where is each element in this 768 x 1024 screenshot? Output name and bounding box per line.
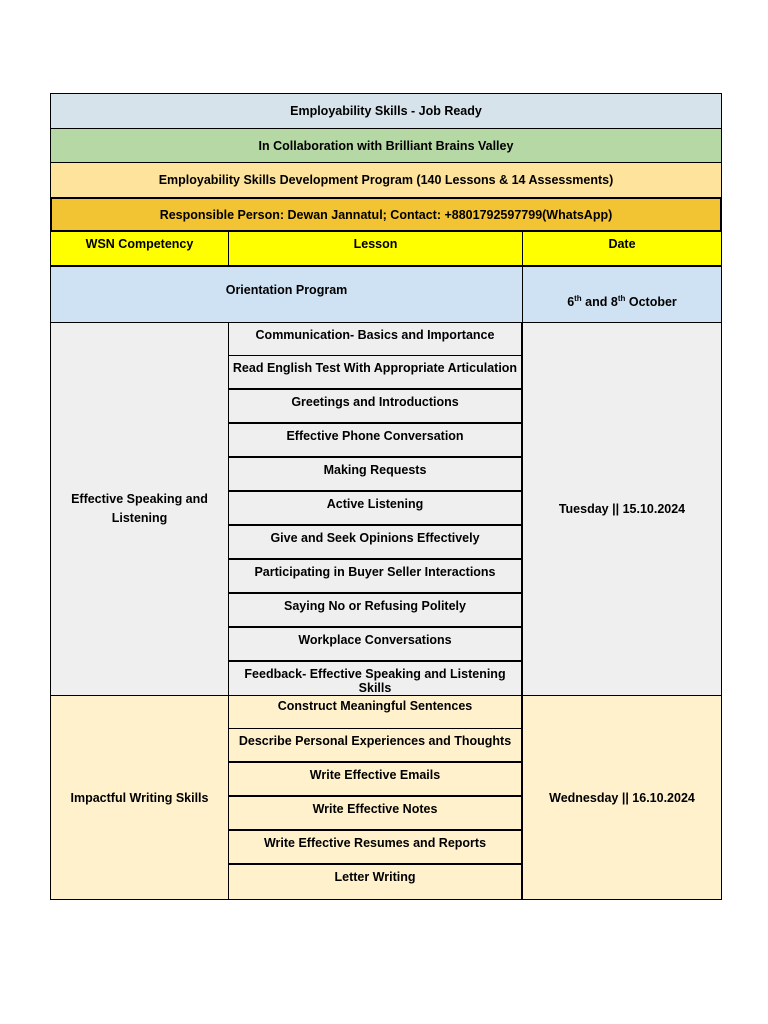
collaboration-row: In Collaboration with Brilliant Brains Valley <box>50 128 722 163</box>
lesson-item: Describe Personal Experiences and Thoughts <box>228 728 522 762</box>
lesson-item: Greetings and Introductions <box>228 389 522 423</box>
lesson-item: Communication- Basics and Importance <box>228 322 522 356</box>
column-header-date: Date <box>522 231 722 266</box>
lesson-item: Saying No or Refusing Politely <box>228 593 522 627</box>
table-title: Employability Skills - Job Ready <box>50 93 722 129</box>
lesson-item: Give and Seek Opinions Effectively <box>228 525 522 559</box>
date-writing: Wednesday || 16.10.2024 <box>522 695 722 900</box>
lesson-item: Workplace Conversations <box>228 627 522 661</box>
lesson-item: Feedback- Effective Speaking and Listening Skills <box>228 661 522 696</box>
lesson-item: Letter Writing <box>228 864 522 900</box>
column-header-lesson: Lesson <box>228 231 523 266</box>
lesson-item: Effective Phone Conversation <box>228 423 522 457</box>
orientation-label: Orientation Program <box>225 283 348 297</box>
lesson-item: Participating in Buyer Seller Interactions <box>228 559 522 593</box>
column-header-competency: WSN Competency <box>50 231 229 266</box>
responsible-row: Responsible Person: Dewan Jannatul; Contact: +8801792597799(WhatsApp) <box>50 197 722 232</box>
lesson-item: Construct Meaningful Sentences <box>228 695 522 729</box>
orientation-program-cell <box>50 266 523 323</box>
competency-writing: Impactful Writing Skills <box>50 695 229 900</box>
lesson-item: Write Effective Emails <box>228 762 522 796</box>
lesson-item: Making Requests <box>228 457 522 491</box>
lesson-item: Write Effective Notes <box>228 796 522 830</box>
lesson-item: Active Listening <box>228 491 522 525</box>
date-speaking-listening: Tuesday || 15.10.2024 <box>522 322 722 696</box>
orientation-date: 6th and 8th October <box>567 293 677 310</box>
competency-speaking-listening: Effective Speaking and Listening <box>50 322 229 696</box>
program-row: Employability Skills Development Program (140 Lessons & 14 Assessments) <box>50 162 722 198</box>
orientation-date-cell <box>522 266 722 323</box>
lesson-item: Write Effective Resumes and Reports <box>228 830 522 864</box>
lesson-item: Read English Test With Appropriate Articulation <box>228 355 522 389</box>
